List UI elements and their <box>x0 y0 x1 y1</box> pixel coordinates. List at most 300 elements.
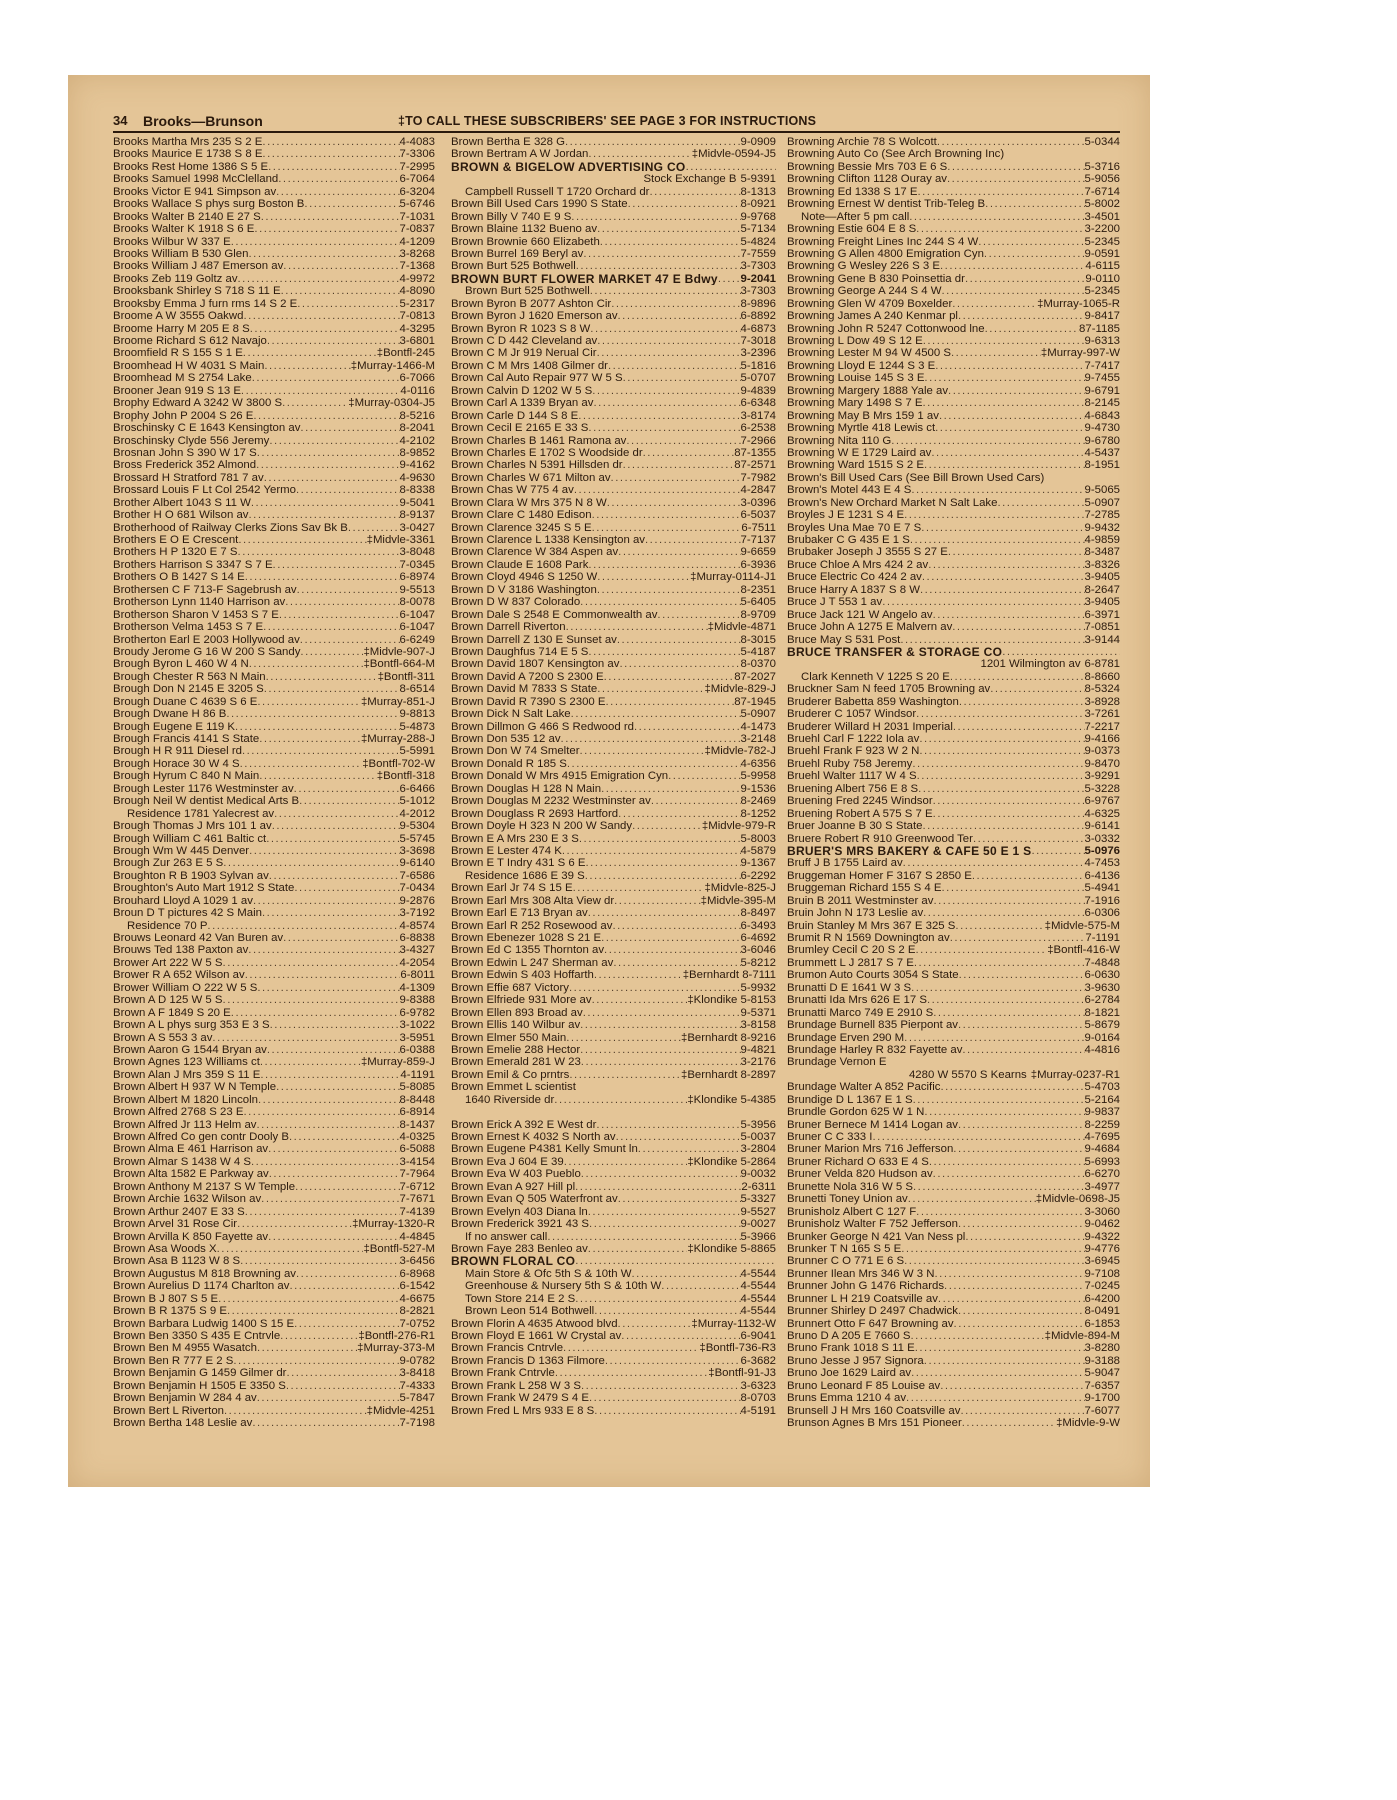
listing-entry <box>451 298 776 310</box>
phone-number: 4-8090 <box>399 285 435 298</box>
listing-name: Brown Asa Woods X <box>113 1242 217 1255</box>
phone-number: 7-7964 <box>399 1168 435 1181</box>
dot-leader <box>904 509 1084 521</box>
phone-number: 9-0164 <box>1084 1031 1120 1044</box>
dot-leader <box>250 323 400 335</box>
dot-leader <box>592 385 740 397</box>
phone-number: 5-4187 <box>740 645 776 658</box>
dot-leader <box>953 721 1085 733</box>
listing-name: Brown Effie 687 Victory <box>451 981 569 994</box>
dot-leader <box>289 1131 400 1143</box>
listing-entry <box>787 186 1120 198</box>
listing-name: Bruce Chloe A Mrs 424 2 av <box>787 558 929 571</box>
phone-number: ‡Murray-1320-R <box>352 1218 435 1231</box>
listing-entry <box>787 658 1120 670</box>
listing-name: Browning James A 240 Kenmar pl <box>787 310 958 323</box>
phone-number: ‡Midvle-575-M <box>1044 919 1120 932</box>
phone-number: 6-6270 <box>1084 1168 1120 1181</box>
listing-name: Brown Ben M 4955 Wasatch <box>113 1342 257 1355</box>
phone-number: 8-2145 <box>1084 397 1120 410</box>
dot-leader <box>260 1056 361 1068</box>
listing-name: Brown Francis Cntrvle <box>451 1342 564 1355</box>
listing-name: Brunner C O 771 E 6 S <box>787 1255 905 1268</box>
phone-number: 3-2804 <box>740 1143 776 1156</box>
listing-name: Brown Albert M 1820 Lincoln <box>113 1093 258 1106</box>
phone-number: 6-7064 <box>399 173 435 186</box>
listing-name: 4280 W 5570 S Kearns <box>908 1068 1027 1081</box>
dot-leader <box>608 360 741 372</box>
phone-number: 5-3228 <box>1084 782 1120 795</box>
listing-entry <box>787 1206 1120 1218</box>
listing-name: Broun D T pictures 42 S Main <box>113 907 262 920</box>
phone-number: 8-1821 <box>1084 1006 1120 1019</box>
dot-leader <box>597 223 740 235</box>
phone-number: 9-8813 <box>399 708 435 721</box>
phone-number: ‡Klondike 5-8153 <box>687 994 776 1007</box>
listing-name: Brown Elfriede 931 More av <box>451 994 592 1007</box>
phone-number: 3-3698 <box>399 844 435 857</box>
listing-entry <box>113 186 435 198</box>
phone-number: ‡Midvle-907-J <box>363 645 435 658</box>
listing-entry <box>451 609 776 621</box>
listing-entry <box>451 522 776 534</box>
listing-name: Brough Neil W dentist Medical Arts B <box>113 795 300 808</box>
listing-entry <box>451 447 776 459</box>
listing-name: Brown David R 7390 S 2300 E <box>451 695 606 708</box>
listing-entry <box>451 323 776 335</box>
listing-name: Brown Alta 1582 E Parkway av <box>113 1168 269 1181</box>
phone-number: 5-8085 <box>399 1081 435 1094</box>
listing-name: Bruff J B 1755 Laird av <box>787 857 903 870</box>
dot-leader <box>575 1255 776 1267</box>
dot-leader <box>965 1231 1084 1243</box>
listing-name: Brothersen C F 713-F Sagebrush av <box>113 583 297 596</box>
phone-number: 9-5065 <box>1084 484 1120 497</box>
phone-number: ‡Midvle-3361 <box>366 534 435 546</box>
listing-entry <box>451 758 776 770</box>
listing-name: Brunner Ilean Mrs 346 W 3 N <box>787 1267 935 1280</box>
listing-entry <box>451 1181 776 1193</box>
listing-name: Broschinsky C E 1643 Kensington av <box>113 422 301 435</box>
listing-name: Brown A S 553 3 av <box>113 1031 213 1044</box>
listing-entry <box>113 820 435 832</box>
listing-entry <box>113 646 435 658</box>
dot-leader <box>661 1280 740 1292</box>
listing-name: Brown Alfred Jr 113 Helm av <box>113 1118 257 1131</box>
listing-name: Brown Bertha E 328 G <box>451 136 565 148</box>
dot-leader <box>931 447 1084 459</box>
listing-entry <box>787 260 1120 272</box>
phone-number: 3-8268 <box>399 247 435 260</box>
dot-leader <box>300 422 399 434</box>
dot-leader <box>594 1405 740 1417</box>
dot-leader <box>597 584 741 596</box>
dot-leader <box>605 1355 741 1367</box>
dot-leader <box>261 211 400 223</box>
listing-entry <box>113 1392 435 1404</box>
listing-entry <box>451 198 776 210</box>
listing-name: Brown David A 7200 S 2300 E <box>451 670 604 683</box>
listing-entry <box>451 1032 776 1044</box>
listing-name: Brunatti D E 1641 W 3 S <box>787 981 912 994</box>
listing-name: Brown B J 807 S 5 E <box>113 1292 219 1305</box>
phone-number: 5-7847 <box>399 1392 435 1405</box>
listing-entry <box>787 1156 1120 1168</box>
phone-number: 3-2200 <box>1084 223 1120 236</box>
dot-leader <box>718 273 741 285</box>
phone-number: 4-0116 <box>400 384 435 397</box>
dot-leader <box>948 385 1084 397</box>
phone-number: 9-6791 <box>1084 384 1120 397</box>
listing-name: Broome Richard S 612 Navajo <box>113 335 267 347</box>
listing-entry <box>787 509 1120 521</box>
phone-number: ‡Klondike 5-2864 <box>687 1155 776 1168</box>
listing-entry <box>113 944 435 956</box>
listing-name: Brown Barbara Ludwig 1400 S 15 E <box>113 1317 295 1330</box>
dot-leader <box>916 1206 1084 1218</box>
dot-leader <box>264 683 400 695</box>
listing-name: Brown Darrell Riverton <box>451 621 566 634</box>
dot-leader <box>923 335 1085 347</box>
dot-leader <box>632 1268 741 1280</box>
dot-leader <box>579 833 741 845</box>
listing-name: Brouhard Lloyd A 1029 1 av <box>113 894 253 907</box>
dot-leader <box>300 646 363 658</box>
phone-number: 3-6456 <box>399 1255 435 1268</box>
listing-name: Bruce John A 1275 E Malvern av <box>787 621 953 634</box>
listing-entry <box>113 571 435 583</box>
listing-name: Brothers E O E Crescent <box>113 534 239 546</box>
listing-entry <box>451 969 776 981</box>
listing-entry <box>451 982 776 994</box>
dot-leader <box>295 1181 399 1193</box>
listing-name: Browning Nita 110 G <box>787 434 892 447</box>
phone-number: 9-5371 <box>740 1006 776 1019</box>
listing-name: Brown Clara W Mrs 375 N 8 W <box>451 496 607 509</box>
listing-entry <box>113 148 435 160</box>
listing-name: Brough Wm W 445 Denver <box>113 844 250 857</box>
dot-leader <box>938 1293 1085 1305</box>
listing-entry <box>113 211 435 223</box>
phone-number: 6-8838 <box>399 932 435 944</box>
dot-leader <box>913 1094 1085 1106</box>
listing-entry <box>787 459 1120 471</box>
dot-leader <box>604 671 735 683</box>
phone-number: 9-4839 <box>740 384 776 397</box>
dot-leader <box>257 982 399 994</box>
listing-name: Brown Francis D 1363 Filmore <box>451 1354 605 1367</box>
phone-number: 6-0630 <box>1084 969 1120 982</box>
dot-leader <box>632 820 702 832</box>
listing-name: Brooksby Emma J furn rms 14 S 2 E <box>113 297 298 310</box>
phone-number: 9-5041 <box>399 496 435 509</box>
phone-number: 9-2876 <box>399 894 435 907</box>
listing-entry <box>451 310 776 322</box>
listing-entry <box>787 1255 1120 1267</box>
phone-number: 5-2317 <box>399 297 435 310</box>
dot-leader <box>252 372 400 384</box>
listing-entry <box>113 472 435 484</box>
listing-name: Brown Byron B 2077 Ashton Cir <box>451 297 612 310</box>
listing-entry <box>787 1218 1120 1230</box>
dot-leader <box>919 733 1084 745</box>
listing-name: Clark Kenneth V 1225 S 20 E <box>801 670 950 683</box>
dot-leader <box>600 236 741 248</box>
listing-entry <box>451 161 776 173</box>
dot-leader <box>915 1342 1085 1354</box>
listing-name: Browning W E 1729 Laird av <box>787 446 932 459</box>
phone-number: 7-7198 <box>399 1417 435 1430</box>
listing-entry <box>113 907 435 919</box>
phone-number: 5-1816 <box>740 359 776 372</box>
dot-leader <box>283 932 399 944</box>
listing-name: Campbell Russell T 1720 Orchard dr <box>465 185 650 198</box>
dot-leader <box>297 298 399 310</box>
listing-entry <box>787 410 1120 422</box>
dot-leader <box>581 1380 741 1392</box>
dot-leader <box>611 472 741 484</box>
listing-name: Bruno Jesse J 957 Signora <box>787 1354 924 1367</box>
phone-number: 7-0434 <box>399 882 435 895</box>
phone-number: 3-2396 <box>740 347 776 360</box>
listing-name: Brown Albert H 937 W N Temple <box>113 1081 277 1094</box>
phone-number: 5-3327 <box>740 1193 776 1206</box>
listing-entry <box>787 1007 1120 1019</box>
dot-leader <box>618 546 740 558</box>
listing-entry <box>451 733 776 745</box>
dot-leader <box>947 161 1084 173</box>
phone-number: ‡Murray-997-W <box>1040 347 1120 360</box>
dot-leader <box>270 1019 400 1031</box>
listing-entry <box>113 969 435 981</box>
dot-leader <box>924 1106 1084 1118</box>
dot-leader <box>273 559 400 571</box>
listing-name: Brown A F 1849 S 20 E <box>113 1006 231 1019</box>
dot-leader <box>921 522 1084 534</box>
listing-entry <box>787 1032 1120 1044</box>
dot-leader <box>252 1417 399 1429</box>
listing-entry <box>113 1218 435 1230</box>
listing-entry <box>787 1380 1120 1392</box>
listing-entry <box>787 522 1120 534</box>
listing-entry <box>787 957 1120 969</box>
listing-entry <box>451 273 776 285</box>
listing-entry <box>451 658 776 670</box>
dot-leader <box>231 236 400 248</box>
listing-entry <box>451 223 776 235</box>
dot-leader <box>959 969 1085 981</box>
listing-entry <box>451 795 776 807</box>
dot-leader <box>597 683 704 695</box>
phone-number: 9-4166 <box>1084 733 1120 745</box>
phone-number: 3-1022 <box>399 1019 435 1032</box>
listing-name: Brown Anthony M 2137 S W Temple <box>113 1180 296 1193</box>
listing-name: Brooks Wallace S phys surg Boston B <box>113 198 305 211</box>
dot-leader <box>258 1094 400 1106</box>
listing-name: Broughton R B 1903 Sylvan av <box>113 869 269 882</box>
listing-entry <box>787 347 1120 359</box>
listing-entry <box>113 1007 435 1019</box>
listing-entry <box>113 335 435 347</box>
phone-number: 9-0110 <box>1085 272 1120 285</box>
listing-entry <box>113 372 435 384</box>
phone-number: 8-8448 <box>399 1093 435 1106</box>
phone-number: 9-0909 <box>740 136 776 148</box>
dot-leader <box>928 559 1084 571</box>
dot-leader <box>911 484 1084 496</box>
listing-name: Brown Alfred 2768 S 23 E <box>113 1106 244 1119</box>
listing-name: Brown Douglas M 2232 Westminster av <box>451 795 651 808</box>
listing-name: Brough Byron L 460 W 4 N <box>113 658 249 671</box>
phone-number: 3-6801 <box>399 335 435 347</box>
dot-leader <box>935 1268 1085 1280</box>
phone-number: 5-8679 <box>1084 1019 1120 1032</box>
phone-number: 8-3015 <box>740 633 776 646</box>
phone-number: 5-7134 <box>740 223 776 236</box>
phone-number: 87-2571 <box>734 459 776 472</box>
dot-leader <box>585 870 741 882</box>
dot-leader <box>978 236 1084 248</box>
dot-leader <box>227 1305 400 1317</box>
listing-name: Brown's New Orchard Market N Salt Lake <box>787 496 998 509</box>
listing-name: Bruer Joanne B 30 S State <box>787 820 923 833</box>
listing-name: Brotherhood of Railway Clerks Zions Sav Bk B <box>113 521 348 534</box>
dot-leader <box>621 1330 740 1342</box>
listing-name: Bruehl Carl F 1222 Iola av <box>787 733 920 745</box>
dot-leader <box>588 422 740 434</box>
phone-number: 6-1047 <box>399 608 435 621</box>
phone-number: 6-9041 <box>740 1330 776 1342</box>
listing-name: Brough Francis 4141 S State <box>113 733 260 745</box>
listing-name: Brunker T N 165 S 5 E <box>787 1242 902 1255</box>
page-range-title: Brooks—Brunson <box>143 113 263 129</box>
dot-leader <box>923 907 1084 919</box>
dot-leader <box>623 459 735 471</box>
listing-entry <box>113 671 435 683</box>
dot-leader <box>348 522 400 534</box>
phone-number: 8-8660 <box>1084 670 1120 683</box>
listing-entry <box>787 596 1120 608</box>
listing-name: Brown Elmer 550 Main <box>451 1031 567 1044</box>
phone-number: 3-7303 <box>740 260 776 273</box>
listing-name: Browning Mary 1498 S 7 E <box>787 397 923 410</box>
phone-number: ‡Midvle-825-J <box>704 882 776 895</box>
dot-leader <box>296 484 400 496</box>
listing-entry <box>451 497 776 509</box>
listing-name: Bruening Albert 756 E 8 S <box>787 782 919 795</box>
dot-leader <box>643 447 735 459</box>
phone-number: 9-4162 <box>399 459 435 472</box>
listing-entry <box>113 870 435 882</box>
phone-number: 3-4501 <box>1084 210 1120 223</box>
dot-leader <box>924 372 1084 384</box>
listing-entry <box>451 1218 776 1230</box>
dot-leader <box>904 1255 1084 1267</box>
listing-name: Brundage Walter A 852 Pacific <box>787 1081 941 1094</box>
listing-name: Brown Dale S 2548 E Commonwealth av <box>451 608 658 621</box>
phone-number: ‡Murray-1466-M <box>350 359 435 372</box>
phone-number: ‡Bontfl-91-J3 <box>708 1367 776 1380</box>
listing-entry <box>787 447 1120 459</box>
listing-entry <box>113 1231 435 1243</box>
phone-number: 7-4333 <box>399 1379 435 1392</box>
listing-entry <box>787 1143 1120 1155</box>
phone-number: ‡Midvle-9-W <box>1056 1417 1120 1430</box>
listing-name: Brubaker C G 435 E 1 S <box>787 534 910 546</box>
listing-name: Broudy Jerome G 16 W 200 S Sandy <box>113 645 301 658</box>
listing-name: Brunatti Ida Mrs 626 E 17 S <box>787 994 927 1007</box>
listing-entry <box>451 1405 776 1417</box>
dot-leader <box>686 161 776 173</box>
listing-name: Bruno Leonard F 85 Louise av <box>787 1379 941 1392</box>
listing-name: Browning Margery 1888 Yale av <box>787 384 949 397</box>
listing-name: Browning L Dow 49 S 12 E <box>787 335 923 347</box>
phone-number: 9-1536 <box>740 782 776 795</box>
listing-name: Bruce J T 553 1 av <box>787 596 883 609</box>
dot-leader <box>276 186 399 198</box>
listing-entry <box>113 982 435 994</box>
listing-name: Browning Louise 145 S 3 E <box>787 372 925 385</box>
phone-number: 5-4824 <box>740 235 776 248</box>
listing-name: Brown Blaine 1132 Bueno av <box>451 223 598 236</box>
dot-leader <box>281 285 400 297</box>
dot-leader <box>251 497 400 509</box>
dot-leader <box>601 783 740 795</box>
phone-number: 3-6323 <box>740 1379 776 1392</box>
listing-name: Residence 1686 E 39 S <box>465 869 585 882</box>
dot-leader <box>973 833 1085 845</box>
listing-entry <box>787 335 1120 347</box>
listing-entry <box>113 1143 435 1155</box>
listing-entry <box>113 994 435 1006</box>
listing-entry <box>787 323 1120 335</box>
dot-leader <box>588 1243 688 1255</box>
listing-entry <box>451 845 776 857</box>
listing-name: Bruns Emma 1210 4 av <box>787 1392 907 1405</box>
dot-leader <box>984 248 1085 260</box>
phone-number: 3-8326 <box>1084 558 1120 571</box>
dot-leader <box>940 260 1085 272</box>
listing-name: Brophy Edward A 3242 W 3800 S <box>113 397 283 410</box>
phone-number: 5-5745 <box>399 832 435 845</box>
listing-name: Brown D W 837 Colorado <box>451 596 581 609</box>
listing-name: Browning Clifton 1128 Ouray av <box>787 173 947 186</box>
phone-number: 5-9958 <box>740 770 776 783</box>
listing-column-2 <box>451 136 776 1417</box>
listing-name: Brown Doyle H 323 N 200 W Sandy <box>451 820 633 833</box>
dot-leader <box>950 932 1086 944</box>
dot-leader <box>224 1405 367 1417</box>
listing-name: Browning Ward 1515 S 2 E <box>787 459 924 472</box>
listing-entry <box>787 1181 1120 1193</box>
dot-leader <box>575 1181 741 1193</box>
listing-entry <box>787 211 1120 223</box>
dot-leader <box>944 1280 1085 1292</box>
dot-leader <box>882 596 1084 608</box>
listing-entry <box>787 982 1120 994</box>
listing-name: Browning May B Mrs 159 1 av <box>787 409 939 422</box>
listing-name: Broome Harry M 205 E 8 S <box>113 322 250 335</box>
dot-leader <box>233 1355 399 1367</box>
listing-entry <box>113 584 435 596</box>
listing-name: BROWN BURT FLOWER MARKET 47 E Bdwy <box>451 272 718 286</box>
dot-leader <box>226 708 399 720</box>
dot-leader <box>940 1380 1084 1392</box>
dot-leader <box>243 310 399 322</box>
phone-number: 6-8968 <box>399 1267 435 1280</box>
listing-entry <box>787 273 1120 285</box>
dot-leader <box>954 1318 1085 1330</box>
